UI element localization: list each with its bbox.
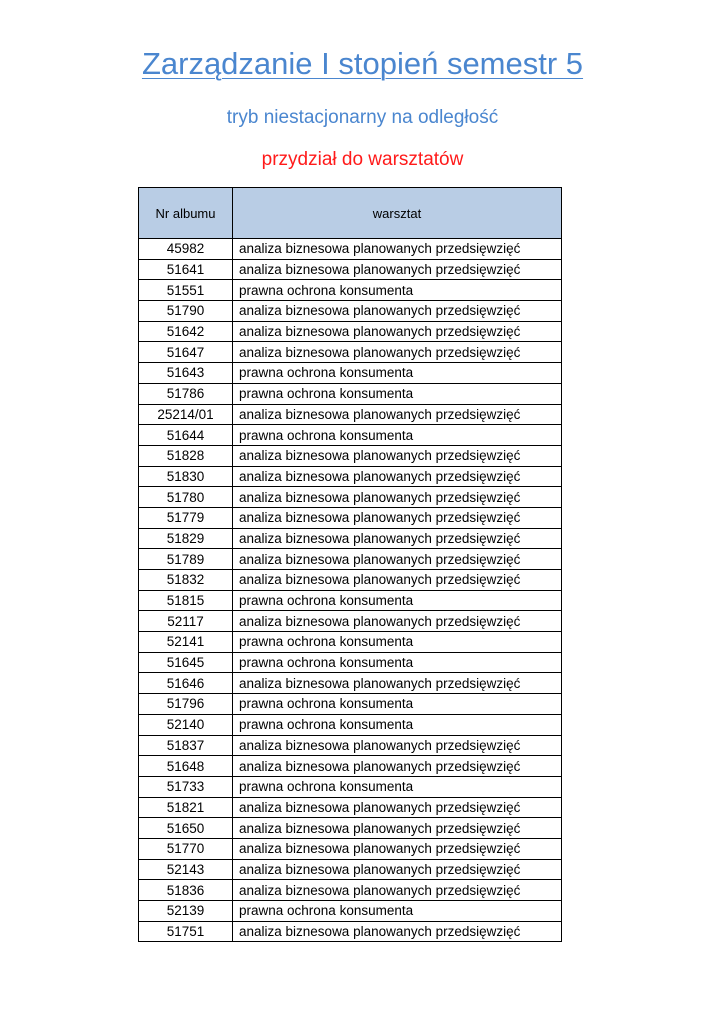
album-number-cell: 51642 <box>139 321 233 342</box>
table-row <box>139 549 562 570</box>
table-row <box>139 280 562 301</box>
table-row <box>139 797 562 818</box>
section-title: przydział do warsztatów <box>261 149 464 170</box>
album-number-cell: 51790 <box>139 301 233 322</box>
column-header-workshop: warsztat <box>233 188 562 239</box>
workshop-cell: analiza biznesowa planowanych przedsięwzięć <box>233 838 562 859</box>
table-row <box>139 838 562 859</box>
table-row <box>139 383 562 404</box>
album-number-cell: 51829 <box>139 528 233 549</box>
workshop-cell: prawna ochrona konsumenta <box>233 901 562 922</box>
workshop-cell: analiza biznesowa planowanych przedsięwzięć <box>233 859 562 880</box>
album-number-cell: 51647 <box>139 342 233 363</box>
table-row <box>139 301 562 322</box>
album-number-cell: 51779 <box>139 507 233 528</box>
workshop-cell: analiza biznesowa planowanych przedsięwzięć <box>233 673 562 694</box>
album-number-cell: 52140 <box>139 714 233 735</box>
table-row <box>139 425 562 446</box>
album-number-cell: 52139 <box>139 901 233 922</box>
table-row <box>139 901 562 922</box>
album-number-cell: 51837 <box>139 735 233 756</box>
album-number-cell: 51828 <box>139 445 233 466</box>
table-body <box>139 239 562 942</box>
workshop-cell: analiza biznesowa planowanych przedsięwzięć <box>233 321 562 342</box>
table-row <box>139 239 562 260</box>
table-row <box>139 445 562 466</box>
album-number-cell: 51786 <box>139 383 233 404</box>
workshop-cell: analiza biznesowa planowanych przedsięwzięć <box>233 818 562 839</box>
workshop-cell: analiza biznesowa planowanych przedsięwzięć <box>233 301 562 322</box>
album-number-cell: 25214/01 <box>139 404 233 425</box>
album-number-cell: 51733 <box>139 776 233 797</box>
table-row <box>139 528 562 549</box>
workshop-cell: analiza biznesowa planowanych przedsięwzięć <box>233 756 562 777</box>
workshop-cell: prawna ochrona konsumenta <box>233 363 562 384</box>
workshop-cell: analiza biznesowa planowanych przedsięwzięć <box>233 259 562 280</box>
album-number-cell: 51796 <box>139 694 233 715</box>
workshop-cell: analiza biznesowa planowanych przedsięwzięć <box>233 528 562 549</box>
table-row <box>139 363 562 384</box>
page-subtitle: tryb niestacjonarny na odległość <box>226 107 499 128</box>
workshop-cell: prawna ochrona konsumenta <box>233 694 562 715</box>
table-row <box>139 590 562 611</box>
table-row <box>139 507 562 528</box>
album-number-cell: 51751 <box>139 921 233 942</box>
album-number-cell: 51646 <box>139 673 233 694</box>
table-row <box>139 818 562 839</box>
workshop-cell: analiza biznesowa planowanych przedsięwzięć <box>233 570 562 591</box>
album-number-cell: 51832 <box>139 570 233 591</box>
table-row <box>139 859 562 880</box>
workshop-cell: analiza biznesowa planowanych przedsięwzięć <box>233 445 562 466</box>
table-row <box>139 570 562 591</box>
workshop-cell: analiza biznesowa planowanych przedsięwzięć <box>233 921 562 942</box>
table-row <box>139 632 562 653</box>
workshop-cell: analiza biznesowa planowanych przedsięwzięć <box>233 611 562 632</box>
workshop-cell: prawna ochrona konsumenta <box>233 590 562 611</box>
workshop-cell: prawna ochrona konsumenta <box>233 280 562 301</box>
table-row <box>139 404 562 425</box>
table-row <box>139 611 562 632</box>
page-title: Zarządzanie I stopień semestr 5 <box>141 46 584 81</box>
table-row <box>139 342 562 363</box>
workshop-cell: prawna ochrona konsumenta <box>233 714 562 735</box>
album-number-cell: 52117 <box>139 611 233 632</box>
album-number-cell: 52141 <box>139 632 233 653</box>
workshop-cell: prawna ochrona konsumenta <box>233 383 562 404</box>
album-number-cell: 51821 <box>139 797 233 818</box>
table-row <box>139 921 562 942</box>
workshop-cell: analiza biznesowa planowanych przedsięwzięć <box>233 404 562 425</box>
table-row <box>139 714 562 735</box>
album-number-cell: 51789 <box>139 549 233 570</box>
workshop-cell: prawna ochrona konsumenta <box>233 776 562 797</box>
album-number-cell: 51648 <box>139 756 233 777</box>
table-row <box>139 776 562 797</box>
table-row <box>139 756 562 777</box>
table-header-row <box>139 188 562 239</box>
album-number-cell: 51770 <box>139 838 233 859</box>
table-row <box>139 466 562 487</box>
table-row <box>139 487 562 508</box>
album-number-cell: 51836 <box>139 880 233 901</box>
workshop-cell: analiza biznesowa planowanych przedsięwzięć <box>233 507 562 528</box>
album-number-cell: 52143 <box>139 859 233 880</box>
workshop-cell: prawna ochrona konsumenta <box>233 425 562 446</box>
album-number-cell: 51644 <box>139 425 233 446</box>
workshop-cell: analiza biznesowa planowanych przedsięwzięć <box>233 466 562 487</box>
table-row <box>139 880 562 901</box>
album-number-cell: 51780 <box>139 487 233 508</box>
album-number-cell: 45982 <box>139 239 233 260</box>
workshop-assignment-table <box>138 187 562 942</box>
table-row <box>139 735 562 756</box>
album-number-cell: 51551 <box>139 280 233 301</box>
album-number-cell: 51830 <box>139 466 233 487</box>
workshop-cell: prawna ochrona konsumenta <box>233 652 562 673</box>
workshop-cell: analiza biznesowa planowanych przedsięwzięć <box>233 735 562 756</box>
album-number-cell: 51650 <box>139 818 233 839</box>
album-number-cell: 51645 <box>139 652 233 673</box>
workshop-cell: analiza biznesowa planowanych przedsięwzięć <box>233 549 562 570</box>
workshop-cell: prawna ochrona konsumenta <box>233 632 562 653</box>
album-number-cell: 51643 <box>139 363 233 384</box>
workshop-cell: analiza biznesowa planowanych przedsięwzięć <box>233 487 562 508</box>
workshop-cell: analiza biznesowa planowanych przedsięwzięć <box>233 880 562 901</box>
album-number-cell: 51641 <box>139 259 233 280</box>
table-row <box>139 694 562 715</box>
workshop-cell: analiza biznesowa planowanych przedsięwzięć <box>233 342 562 363</box>
workshop-cell: analiza biznesowa planowanych przedsięwzięć <box>233 239 562 260</box>
table-row <box>139 259 562 280</box>
column-header-album-number: Nr albumu <box>139 188 233 239</box>
table-row <box>139 652 562 673</box>
table-row <box>139 673 562 694</box>
table-row <box>139 321 562 342</box>
album-number-cell: 51815 <box>139 590 233 611</box>
workshop-cell: analiza biznesowa planowanych przedsięwzięć <box>233 797 562 818</box>
